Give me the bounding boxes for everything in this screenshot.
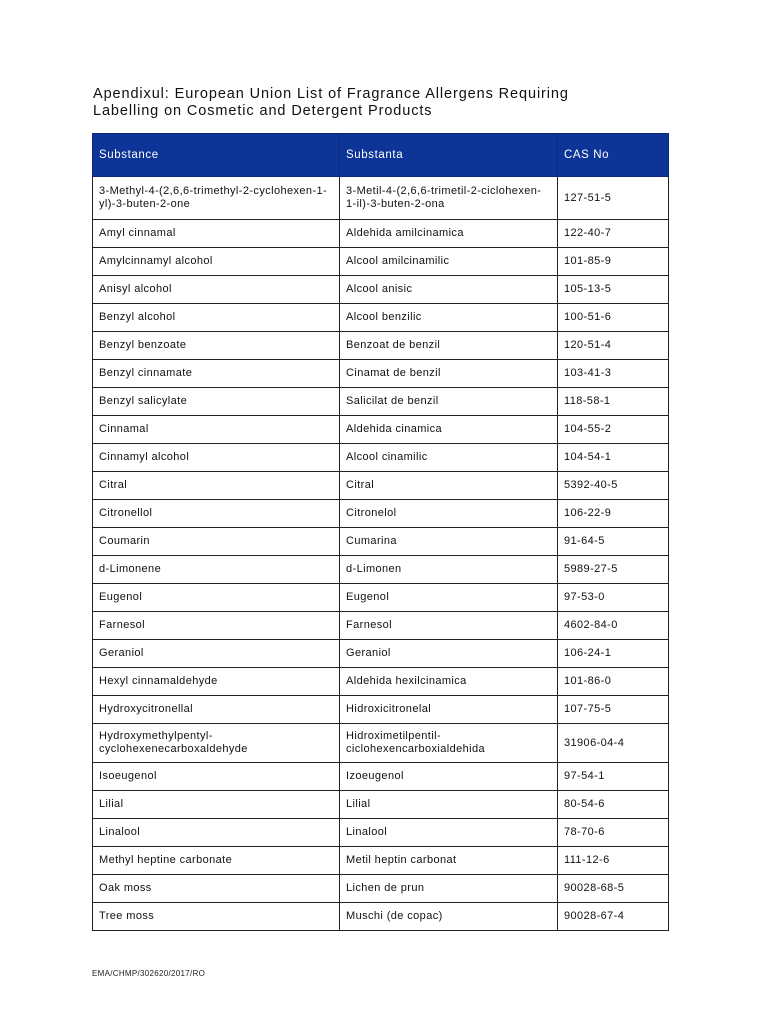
table-row (93, 472, 669, 500)
table-header-row (93, 134, 669, 177)
substance-cell: Tree moss (93, 903, 340, 931)
substanta-cell: Cumarina (340, 528, 558, 556)
substance-cell: Citral (93, 472, 340, 500)
substanta-cell: Aldehida hexilcinamica (340, 668, 558, 696)
cas-cell: 122-40-7 (558, 220, 669, 248)
substance-cell: Amyl cinnamal (93, 220, 340, 248)
cas-cell: 111-12-6 (558, 847, 669, 875)
page-title (93, 86, 693, 120)
substance-cell: Hydroxymethylpentyl-cyclohexenecarboxaldehyde (93, 724, 340, 763)
substanta-cell: Alcool amilcinamilic (340, 248, 558, 276)
cas-cell: 80-54-6 (558, 791, 669, 819)
substanta-cell: Geraniol (340, 640, 558, 668)
cas-cell: 97-54-1 (558, 763, 669, 791)
substanta-cell: Aldehida cinamica (340, 416, 558, 444)
substance-cell: 3-Methyl-4-(2,6,6-trimethyl-2-cyclohexen-1-yl)-3-buten-2-one (93, 177, 340, 220)
table-row (93, 500, 669, 528)
substanta-cell: Aldehida amilcinamica (340, 220, 558, 248)
table-row (93, 444, 669, 472)
table-row (93, 791, 669, 819)
cas-cell: 106-24-1 (558, 640, 669, 668)
cas-cell: 97-53-0 (558, 584, 669, 612)
substance-cell: Benzyl cinnamate (93, 360, 340, 388)
substance-cell: Cinnamyl alcohol (93, 444, 340, 472)
column-header-cas-no: CAS No (558, 134, 669, 177)
substance-cell: Benzyl alcohol (93, 304, 340, 332)
substance-cell: Farnesol (93, 612, 340, 640)
substanta-cell: Salicilat de benzil (340, 388, 558, 416)
substance-cell: Lilial (93, 791, 340, 819)
cas-cell: 78-70-6 (558, 819, 669, 847)
cas-cell: 90028-68-5 (558, 875, 669, 903)
cas-cell: 104-55-2 (558, 416, 669, 444)
table-row (93, 220, 669, 248)
substance-cell: Eugenol (93, 584, 340, 612)
cas-cell: 100-51-6 (558, 304, 669, 332)
substance-cell: Cinnamal (93, 416, 340, 444)
substanta-cell: Linalool (340, 819, 558, 847)
cas-cell: 127-51-5 (558, 177, 669, 220)
cas-cell: 101-85-9 (558, 248, 669, 276)
substanta-cell: Lilial (340, 791, 558, 819)
cas-cell: 101-86-0 (558, 668, 669, 696)
substance-cell: Oak moss (93, 875, 340, 903)
substanta-cell: Citronelol (340, 500, 558, 528)
table-row (93, 612, 669, 640)
substance-cell: Hydroxycitronellal (93, 696, 340, 724)
allergens-table (92, 133, 669, 931)
cas-cell: 103-41-3 (558, 360, 669, 388)
table-row (93, 276, 669, 304)
cas-cell: 5989-27-5 (558, 556, 669, 584)
table-row (93, 724, 669, 763)
substance-cell: Coumarin (93, 528, 340, 556)
substance-cell: d-Limonene (93, 556, 340, 584)
table-row (93, 668, 669, 696)
table-row (93, 584, 669, 612)
substanta-cell: Alcool cinamilic (340, 444, 558, 472)
cas-cell: 31906-04-4 (558, 724, 669, 763)
substanta-cell: Hidroxicitronelal (340, 696, 558, 724)
table-row (93, 556, 669, 584)
cas-cell: 107-75-5 (558, 696, 669, 724)
table-row (93, 819, 669, 847)
substanta-cell: Farnesol (340, 612, 558, 640)
table-row (93, 640, 669, 668)
cas-cell: 4602-84-0 (558, 612, 669, 640)
cas-cell: 105-13-5 (558, 276, 669, 304)
substance-cell: Amylcinnamyl alcohol (93, 248, 340, 276)
substanta-cell: d-Limonen (340, 556, 558, 584)
substanta-cell: Citral (340, 472, 558, 500)
substanta-cell: Metil heptin carbonat (340, 847, 558, 875)
table-row (93, 248, 669, 276)
substance-cell: Isoeugenol (93, 763, 340, 791)
substanta-cell: 3-Metil-4-(2,6,6-trimetil-2-ciclohexen-1-il)-3-buten-2-ona (340, 177, 558, 220)
substanta-cell: Benzoat de benzil (340, 332, 558, 360)
substance-cell: Linalool (93, 819, 340, 847)
substanta-cell: Cinamat de benzil (340, 360, 558, 388)
cas-cell: 91-64-5 (558, 528, 669, 556)
substanta-cell: Lichen de prun (340, 875, 558, 903)
table-row (93, 875, 669, 903)
substance-cell: Citronellol (93, 500, 340, 528)
substance-cell: Benzyl salicylate (93, 388, 340, 416)
table-row (93, 388, 669, 416)
table-row (93, 177, 669, 220)
page-title-line-2: Labelling on Cosmetic and Detergent Products (93, 103, 433, 119)
table-row (93, 696, 669, 724)
table-row (93, 903, 669, 931)
substance-cell: Methyl heptine carbonate (93, 847, 340, 875)
substance-cell: Anisyl alcohol (93, 276, 340, 304)
table-row (93, 528, 669, 556)
table-row (93, 332, 669, 360)
table-row (93, 763, 669, 791)
page-title-line-1: Apendixul: European Union List of Fragrance Allergens Requiring (93, 86, 569, 102)
cas-cell: 5392-40-5 (558, 472, 669, 500)
substanta-cell: Alcool anisic (340, 276, 558, 304)
column-header-substanta: Substanta (340, 134, 558, 177)
substanta-cell: Muschi (de copac) (340, 903, 558, 931)
cas-cell: 106-22-9 (558, 500, 669, 528)
table-row (93, 360, 669, 388)
substanta-cell: Hidroximetilpentil-ciclohexencarboxialdehida (340, 724, 558, 763)
cas-cell: 118-58-1 (558, 388, 669, 416)
substance-cell: Benzyl benzoate (93, 332, 340, 360)
table-row (93, 416, 669, 444)
substanta-cell: Eugenol (340, 584, 558, 612)
substanta-cell: Izoeugenol (340, 763, 558, 791)
cas-cell: 104-54-1 (558, 444, 669, 472)
document-reference-footer: EMA/CHMP/302620/2017/RO (92, 969, 206, 978)
substance-cell: Hexyl cinnamaldehyde (93, 668, 340, 696)
substance-cell: Geraniol (93, 640, 340, 668)
cas-cell: 90028-67-4 (558, 903, 669, 931)
column-header-substance: Substance (93, 134, 340, 177)
substanta-cell: Alcool benzilic (340, 304, 558, 332)
table-row (93, 304, 669, 332)
table-row (93, 847, 669, 875)
cas-cell: 120-51-4 (558, 332, 669, 360)
